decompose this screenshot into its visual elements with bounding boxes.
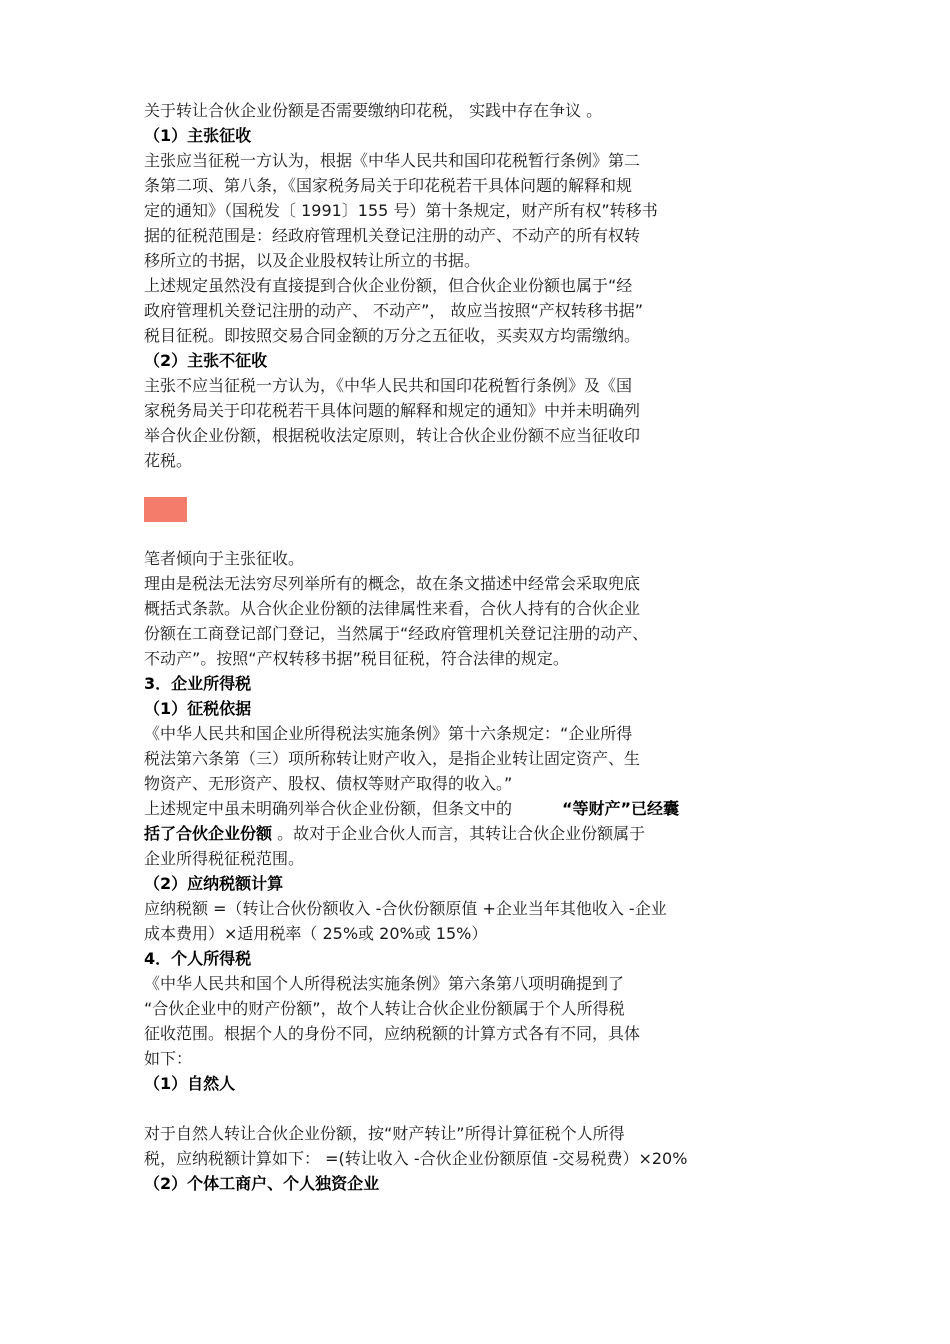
text-segment: 上述规定中虽未明确列举合伙企业份额，但条文中的 [144,799,513,818]
section-heading: （2）个体工商户、个人独资企业 [144,1174,380,1193]
text-line: 不动产”。按照“产权转移书据”税目征税，符合法律的规定。 [144,649,569,668]
text-line: 《中华人民共和国企业所得税法实施条例》第十六条规定：“企业所得 [144,724,633,743]
section-heading: 3．企业所得税 [144,674,252,693]
text-line: 关于转让合伙企业份额是否需要缴纳印花税， 实践中存在争议 。 [144,101,603,120]
section-heading: （1）主张征收 [144,126,252,145]
text-line: 应纳税额 =（转让合伙份额收入 -合伙份额原值 +企业当年其他收入 -企业 [144,899,667,918]
section-heading: （2）主张不征收 [144,351,268,370]
highlight-block [144,497,187,522]
text-line: 企业所得税征税范围。 [144,849,305,868]
text-line [144,823,645,845]
text-line [144,798,679,820]
text-line: 条第二项、第八条，《国家税务局关于印花税若干具体问题的解释和规 [144,176,633,195]
text-line: 定的通知》（国税发〔 1991〕155 号）第十条规定，财产所有权”转移书 [144,201,658,220]
text-line: “合伙企业中的财产份额”，故个人转让合伙企业份额属于个人所得税 [144,999,625,1018]
text-line: 税法第六条第（三）项所称转让财产收入，是指企业转让固定资产、生 [144,749,641,768]
text-line: 征收范围。根据个人的身份不同，应纳税额的计算方式各有不同，具体 [144,1024,641,1043]
text-line: 主张应当征税一方认为，根据《中华人民共和国印花税暂行条例》第二 [144,151,641,170]
emphasis-text: 括了合伙企业份额 [144,824,273,843]
text-line: 理由是税法无法穷尽列举所有的概念，故在条文描述中经常会采取兜底 [144,574,641,593]
section-heading: （1）征税依据 [144,699,252,718]
section-heading: （2）应纳税额计算 [144,874,284,893]
text-line: 上述规定虽然没有直接提到合伙企业份额，但合伙企业份额也属于“经 [144,276,633,295]
text-line: 税，应纳税额计算如下： =(转让收入 -合伙企业份额原值 -交易税费）×20% [144,1149,688,1168]
text-line: 花税。 [144,451,193,470]
text-line: 笔者倾向于主张征收。 [144,549,305,568]
text-line: 份额在工商登记部门登记，当然属于“经政府管理机关登记注册的动产、 [144,624,649,643]
text-line: 政府管理机关登记注册的动产、 不动产”， 故应当按照“产权转移书据” [144,301,644,320]
text-line: 如下： [144,1049,193,1068]
text-segment: 。故对于企业合伙人而言，其转让合伙企业份额属于 [272,824,646,843]
text-line: 主张不应当征税一方认为，《中华人民共和国印花税暂行条例》及《国 [144,376,633,395]
text-line: 对于自然人转让合伙企业份额，按“财产转让”所得计算征税个人所得 [144,1124,625,1143]
text-line: 《中华人民共和国个人所得税法实施条例》第六条第八项明确提到了 [144,974,625,993]
text-line: 据的征税范围是：经政府管理机关登记注册的动产、不动产的所有权转 [144,226,641,245]
text-line: 税目征税。即按照交易合同金额的万分之五征收，买卖双方均需缴纳。 [144,326,641,345]
section-heading: （1）自然人 [144,1074,236,1093]
text-line: 家税务局关于印花税若干具体问题的解释和规定的通知》中并未明确列 [144,401,641,420]
emphasis-text: “等财产”已经囊 [562,799,680,818]
text-line: 概括式条款。从合伙企业份额的法律属性来看，合伙人持有的合伙企业 [144,599,641,618]
text-line: 移所立的书据，以及企业股权转让所立的书据。 [144,251,481,270]
text-line: 举合伙企业份额，根据税收法定原则，转让合伙企业份额不应当征收印 [144,426,641,445]
text-line: 成本费用）×适用税率（ 25%或 20%或 15%） [144,924,488,943]
section-heading: 4．个人所得税 [144,949,252,968]
text-line: 物资产、无形资产、股权、债权等财产取得的收入。” [144,774,513,793]
